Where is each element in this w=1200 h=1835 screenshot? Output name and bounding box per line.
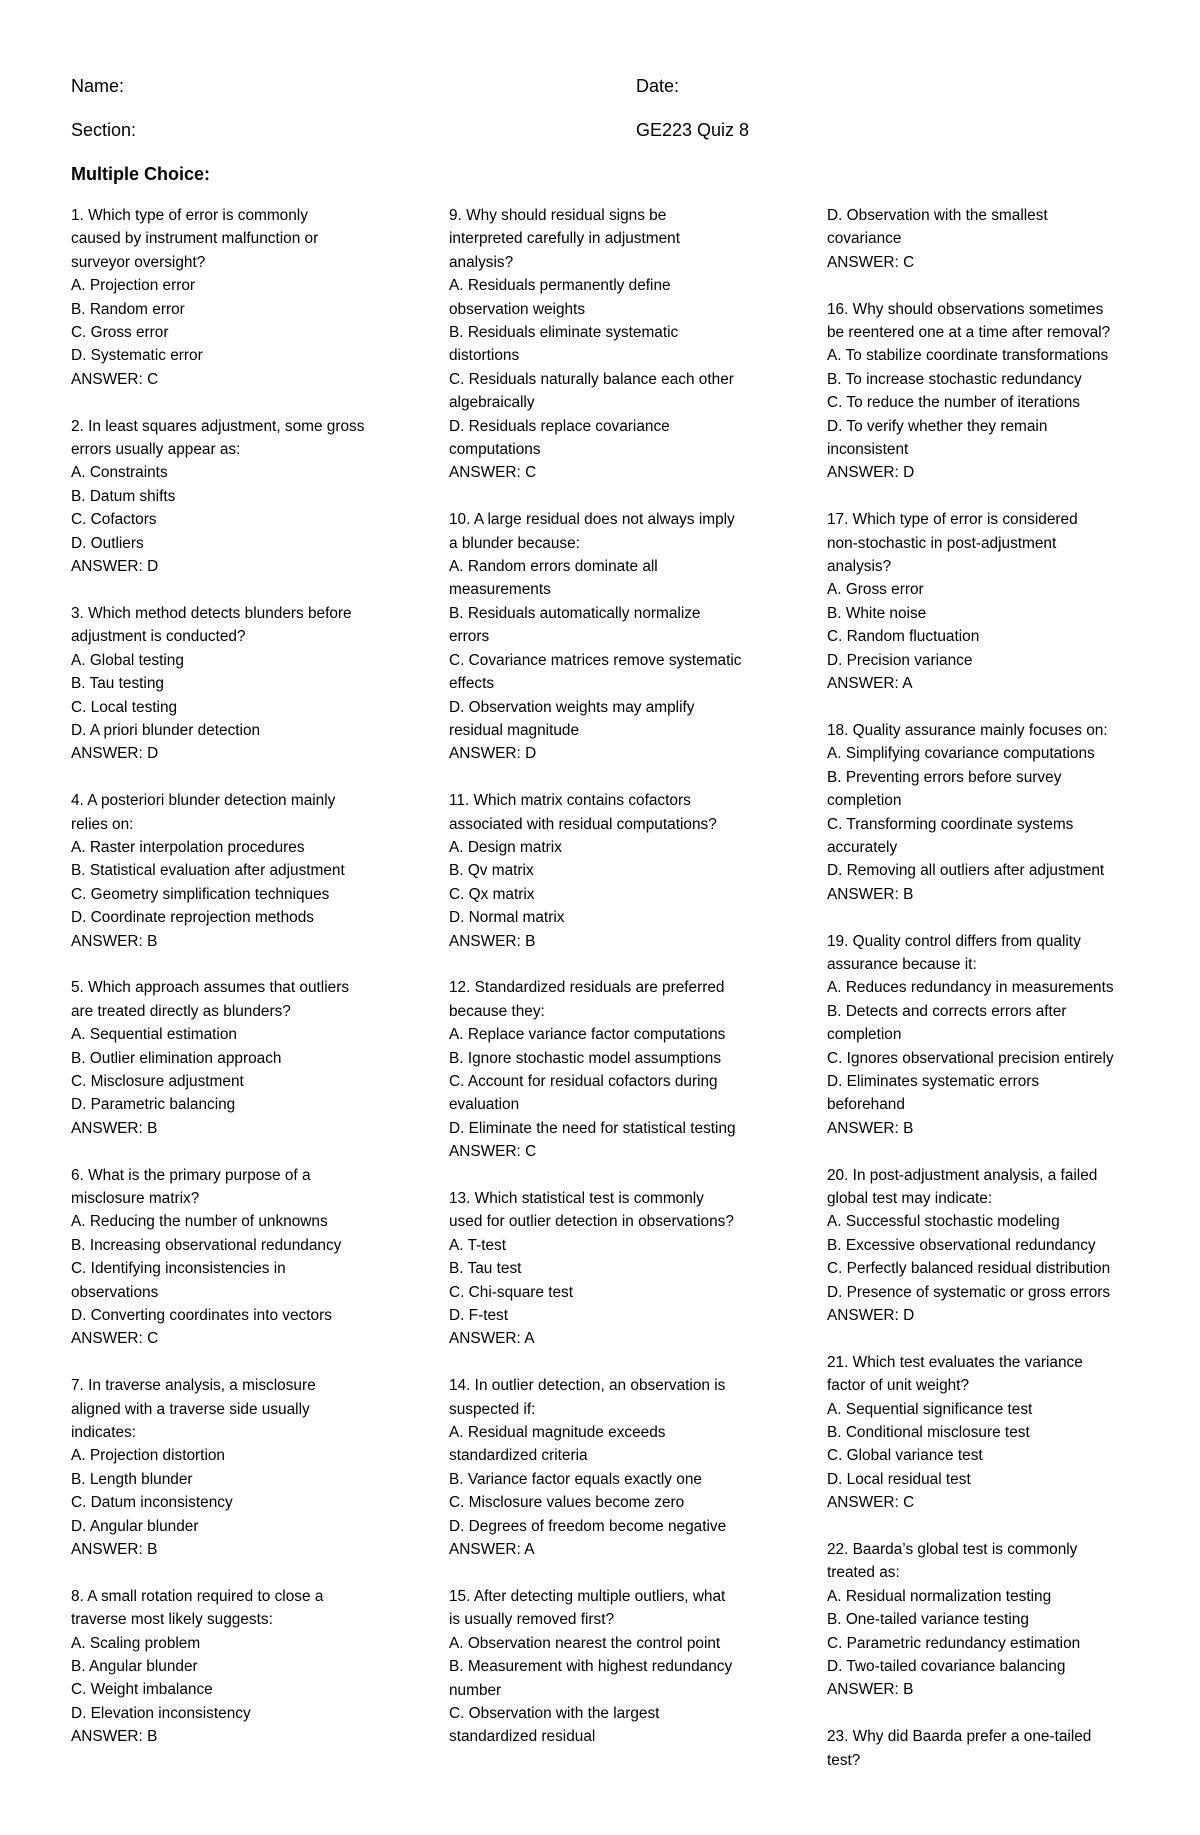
multiple-choice-heading: Multiple Choice: — [71, 164, 210, 184]
choice-option: C. Chi-square test — [449, 1283, 574, 1301]
quiz-title: GE223 Quiz 8 — [636, 120, 750, 140]
question-stem: 4. A posteriori blunder detection mainly — [71, 792, 336, 810]
question-text-line: completion — [827, 792, 902, 810]
answer-key: ANSWER: B — [71, 932, 158, 950]
question-text-line: interpreted carefully in adjustment — [449, 230, 680, 248]
question-stem: 19. Quality control differs from quality — [827, 932, 1081, 950]
choice-option: A. Global testing — [71, 651, 184, 669]
spacer — [449, 766, 779, 789]
answer-key: ANSWER: B — [827, 1681, 914, 1699]
question-stem: 12. Standardized residuals are preferred — [449, 979, 725, 997]
question-stem: 11. Which matrix contains cofactors — [449, 792, 691, 810]
choice-option: A. Successful stochastic modeling — [827, 1213, 1060, 1231]
choice-option: C. Random fluctuation — [827, 628, 980, 646]
answer-key: ANSWER: C — [827, 1494, 915, 1512]
question-stem: 17. Which type of error is considered — [827, 511, 1078, 529]
question-stem: 1. Which type of error is commonly — [71, 207, 308, 224]
choice-option: D. Outliers — [71, 534, 144, 552]
question-text-line: misclosure matrix? — [71, 1189, 200, 1207]
choice-option: D. Elevation inconsistency — [71, 1704, 251, 1722]
choice-option: A. Projection error — [71, 277, 196, 295]
spacer — [71, 766, 391, 789]
answer-key: ANSWER: B — [71, 1728, 158, 1746]
question-text-line: covariance — [827, 230, 902, 248]
question-column-3 — [827, 204, 1157, 1772]
question-text-line: distortions — [449, 347, 520, 365]
answer-key: ANSWER: D — [71, 745, 159, 763]
choice-option: A. Random errors dominate all — [449, 558, 658, 576]
answer-key: ANSWER: C — [827, 253, 915, 271]
choice-option: A. T-test — [449, 1236, 507, 1254]
question-text-line: number — [449, 1681, 502, 1699]
choice-option: B. Outlier elimination approach — [71, 1049, 282, 1067]
question-text-line: beforehand — [827, 1096, 905, 1114]
question-text-line: used for outlier detection in observations? — [449, 1213, 734, 1231]
spacer — [71, 578, 391, 601]
choice-option: A. Design matrix — [449, 838, 562, 856]
choice-option: D. Precision variance — [827, 651, 973, 669]
question-text-line: are treated directly as blunders? — [71, 1002, 291, 1020]
choice-option: B. Statistical evaluation after adjustment — [71, 862, 345, 880]
choice-option: C. Residuals naturally balance each other — [449, 370, 734, 388]
question-stem: 10. A large residual does not always imply — [449, 511, 735, 529]
spacer — [827, 1702, 1157, 1725]
answer-key: ANSWER: C — [449, 464, 537, 482]
question-text-line: suspected if: — [449, 1400, 536, 1418]
choice-option: B. Residuals eliminate systematic — [449, 324, 679, 342]
choice-option: B. Tau test — [449, 1260, 522, 1278]
choice-option: B. Conditional misclosure test — [827, 1424, 1030, 1442]
choice-option: A. Raster interpolation procedures — [71, 838, 305, 856]
spacer — [449, 1561, 779, 1584]
choice-option: B. Ignore stochastic model assumptions — [449, 1049, 722, 1067]
answer-key: ANSWER: B — [827, 1119, 914, 1137]
question-stem: 23. Why did Baarda prefer a one-tailed — [827, 1728, 1092, 1746]
choice-option: B. Excessive observational redundancy — [827, 1236, 1096, 1254]
question-stem: 2. In least squares adjustment, some gross — [71, 417, 365, 435]
question-text-line: indicates: — [71, 1424, 137, 1442]
spacer — [449, 1351, 779, 1374]
choice-option: C. Account for residual cofactors during — [449, 1072, 718, 1090]
question-text-line: surveyor oversight? — [71, 253, 206, 271]
question-stem: 8. A small rotation required to close a — [71, 1587, 324, 1605]
question-text-line: completion — [827, 1026, 902, 1044]
spacer — [449, 953, 779, 976]
choice-option: B. White noise — [827, 604, 927, 622]
choice-option: A. Residual normalization testing — [827, 1587, 1052, 1605]
question-column-1 — [71, 204, 391, 1749]
answer-key: ANSWER: A — [827, 675, 913, 693]
choice-option: C. Perfectly balanced residual distribution — [827, 1260, 1111, 1278]
question-stem: 5. Which approach assumes that outliers — [71, 979, 350, 997]
choice-option: A. Simplifying covariance computations — [827, 745, 1095, 763]
choice-option: D. Normal matrix — [449, 909, 565, 927]
section-label: Section: — [71, 120, 137, 140]
question-text-line: errors — [449, 628, 490, 646]
question-text-line: treated as: — [827, 1564, 900, 1582]
choice-option: C. Geometry simplification techniques — [71, 885, 330, 903]
question-stem: 15. After detecting multiple outliers, what — [449, 1587, 726, 1605]
choice-option: B. Random error — [71, 300, 185, 318]
question-text-line: global test may indicate: — [827, 1189, 993, 1207]
choice-option: D. Removing all outliers after adjustment — [827, 862, 1105, 880]
choice-option: D. Degrees of freedom become negative — [449, 1517, 727, 1535]
choice-option: D. Eliminate the need for statistical testing — [449, 1119, 736, 1137]
choice-option: A. Observation nearest the control point — [449, 1634, 721, 1652]
spacer — [71, 1561, 391, 1584]
question-stem: 3. Which method detects blunders before — [71, 604, 352, 622]
question-text-line: because they: — [449, 1002, 545, 1020]
choice-option: C. Transforming coordinate systems — [827, 815, 1074, 833]
question-text-line: accurately — [827, 838, 898, 856]
question-stem: 22. Baarda’s global test is commonly — [827, 1541, 1078, 1559]
question-stem: 6. What is the primary purpose of a — [71, 1166, 311, 1184]
choice-option: A. Reducing the number of unknowns — [71, 1213, 328, 1231]
choice-option: D. Observation weights may amplify — [449, 698, 695, 716]
question-column-2 — [449, 204, 779, 1749]
answer-key: ANSWER: B — [827, 885, 914, 903]
question-text-line: observations — [71, 1283, 159, 1301]
question-text-line: a blunder because: — [449, 534, 580, 552]
choice-option: B. To increase stochastic redundancy — [827, 370, 1082, 388]
spacer — [71, 953, 391, 976]
question-text-line: test? — [827, 1751, 861, 1769]
choice-option: B. Datum shifts — [71, 487, 176, 505]
spacer — [449, 485, 779, 508]
question-stem: 13. Which statistical test is commonly — [449, 1190, 704, 1207]
choice-option: D. Residuals replace covariance — [449, 417, 670, 435]
question-text-line: relies on: — [71, 815, 134, 833]
choice-option: D. Presence of systematic or gross errors — [827, 1283, 1111, 1301]
choice-option: B. Angular blunder — [71, 1658, 198, 1676]
question-text-line: analysis? — [827, 558, 892, 576]
choice-option: C. Gross error — [71, 324, 169, 342]
question-stem: 9. Why should residual signs be — [449, 207, 667, 224]
name-label: Name: — [71, 76, 125, 96]
choice-option: D. Eliminates systematic errors — [827, 1072, 1040, 1090]
choice-option: D. F-test — [449, 1307, 508, 1325]
choice-option: B. Preventing errors before survey — [827, 768, 1062, 786]
choice-option: C. Covariance matrices remove systematic — [449, 651, 742, 669]
choice-option: B. Detects and corrects errors after — [827, 1002, 1067, 1020]
date-label: Date: — [636, 76, 680, 96]
choice-option: D. Parametric balancing — [71, 1096, 236, 1114]
question-text-line: effects — [449, 675, 495, 693]
choice-option: D. Observation with the smallest — [827, 207, 1048, 224]
answer-key: ANSWER: C — [71, 1330, 159, 1348]
question-text-line: residual magnitude — [449, 721, 580, 739]
answer-key: ANSWER: D — [827, 464, 915, 482]
choice-option: D. A priori blunder detection — [71, 721, 261, 739]
spacer — [827, 485, 1157, 508]
question-stem: 20. In post-adjustment analysis, a failed — [827, 1166, 1098, 1184]
spacer — [827, 1515, 1157, 1538]
answer-key: ANSWER: D — [71, 558, 159, 576]
question-text-line: non-stochastic in post-adjustment — [827, 534, 1057, 552]
choice-option: B. One-tailed variance testing — [827, 1611, 1029, 1629]
choice-option: B. Measurement with highest redundancy — [449, 1658, 733, 1676]
choice-option: C. Identifying inconsistencies in — [71, 1260, 286, 1278]
question-stem: 16. Why should observations sometimes — [827, 300, 1104, 318]
spacer — [71, 1140, 391, 1163]
choice-option: C. Global variance test — [827, 1447, 983, 1465]
question-text-line: algebraically — [449, 394, 535, 412]
choice-option: C. Misclosure adjustment — [71, 1072, 244, 1090]
spacer — [827, 906, 1157, 929]
choice-option: D. Coordinate reprojection methods — [71, 909, 314, 927]
choice-option: B. Qv matrix — [449, 862, 534, 880]
spacer — [71, 391, 391, 414]
spacer — [449, 1164, 779, 1187]
question-stem: 7. In traverse analysis, a misclosure — [71, 1377, 316, 1395]
choice-option: D. To verify whether they remain — [827, 417, 1048, 435]
question-text-line: is usually removed first? — [449, 1611, 615, 1629]
answer-key: ANSWER: D — [449, 745, 537, 763]
choice-option: C. Local testing — [71, 698, 178, 716]
choice-option: C. To reduce the number of iterations — [827, 394, 1080, 412]
question-text-line: aligned with a traverse side usually — [71, 1400, 310, 1418]
question-stem: 18. Quality assurance mainly focuses on: — [827, 721, 1108, 739]
question-text-line: factor of unit weight? — [827, 1377, 970, 1395]
question-text-line: caused by instrument malfunction or — [71, 230, 319, 248]
choice-option: B. Variance factor equals exactly one — [449, 1470, 702, 1488]
answer-key: ANSWER: B — [71, 1541, 158, 1559]
choice-option: A. Reduces redundancy in measurements — [827, 979, 1114, 997]
choice-option: A. Gross error — [827, 581, 924, 599]
question-text-line: measurements — [449, 581, 551, 599]
choice-option: D. Systematic error — [71, 347, 203, 365]
choice-option: D. Two-tailed covariance balancing — [827, 1658, 1066, 1676]
choice-option: A. Residual magnitude exceeds — [449, 1424, 666, 1442]
choice-option: A. Replace variance factor computations — [449, 1026, 726, 1044]
spacer — [827, 274, 1157, 297]
choice-option: C. Misclosure values become zero — [449, 1494, 685, 1512]
choice-option: C. Weight imbalance — [71, 1681, 213, 1699]
choice-option: A. Projection distortion — [71, 1447, 225, 1465]
choice-option: A. To stabilize coordinate transformations — [827, 347, 1109, 365]
answer-key: ANSWER: D — [827, 1307, 915, 1325]
choice-option: D. Local residual test — [827, 1470, 971, 1488]
question-stem: 21. Which test evaluates the variance — [827, 1353, 1083, 1371]
question-text-line: errors usually appear as: — [71, 441, 241, 459]
answer-key: ANSWER: B — [449, 932, 536, 950]
question-text-line: adjustment is conducted? — [71, 628, 246, 646]
spacer — [71, 1351, 391, 1374]
spacer — [827, 1140, 1157, 1163]
choice-option: C. Datum inconsistency — [71, 1494, 233, 1512]
choice-option: C. Qx matrix — [449, 885, 535, 903]
choice-option: C. Observation with the largest — [449, 1704, 660, 1722]
spacer — [827, 696, 1157, 719]
choice-option: B. Length blunder — [71, 1470, 193, 1488]
question-text-line: assurance because it: — [827, 955, 977, 973]
answer-key: ANSWER: C — [449, 1143, 537, 1161]
question-stem: 14. In outlier detection, an observation is — [449, 1377, 726, 1395]
question-text-line: analysis? — [449, 253, 514, 271]
answer-key: ANSWER: A — [449, 1541, 535, 1559]
question-text-line: associated with residual computations? — [449, 815, 717, 833]
choice-option: C. Ignores observational precision entirely — [827, 1049, 1114, 1067]
choice-option: B. Tau testing — [71, 675, 164, 693]
question-text-line: standardized residual — [449, 1728, 596, 1746]
choice-option: A. Sequential estimation — [71, 1026, 237, 1044]
choice-option: C. Parametric redundancy estimation — [827, 1634, 1081, 1652]
answer-key: ANSWER: A — [449, 1330, 535, 1348]
question-text-line: traverse most likely suggests: — [71, 1611, 273, 1629]
question-text-line: inconsistent — [827, 441, 909, 459]
choice-option: C. Cofactors — [71, 511, 157, 529]
choice-option: A. Scaling problem — [71, 1634, 201, 1652]
choice-option: A. Sequential significance test — [827, 1400, 1033, 1418]
question-text-line: evaluation — [449, 1096, 520, 1114]
question-text-line: be reentered one at a time after removal? — [827, 324, 1111, 342]
question-text-line: observation weights — [449, 300, 586, 318]
answer-key: ANSWER: C — [71, 370, 159, 388]
answer-key: ANSWER: B — [71, 1119, 158, 1137]
question-text-line: standardized criteria — [449, 1447, 588, 1465]
choice-option: B. Residuals automatically normalize — [449, 604, 701, 622]
choice-option: D. Angular blunder — [71, 1517, 199, 1535]
question-text-line: computations — [449, 441, 541, 459]
choice-option: A. Constraints — [71, 464, 168, 482]
spacer — [827, 1327, 1157, 1350]
choice-option: A. Residuals permanently define — [449, 277, 671, 295]
choice-option: B. Increasing observational redundancy — [71, 1236, 342, 1254]
choice-option: D. Converting coordinates into vectors — [71, 1307, 332, 1325]
